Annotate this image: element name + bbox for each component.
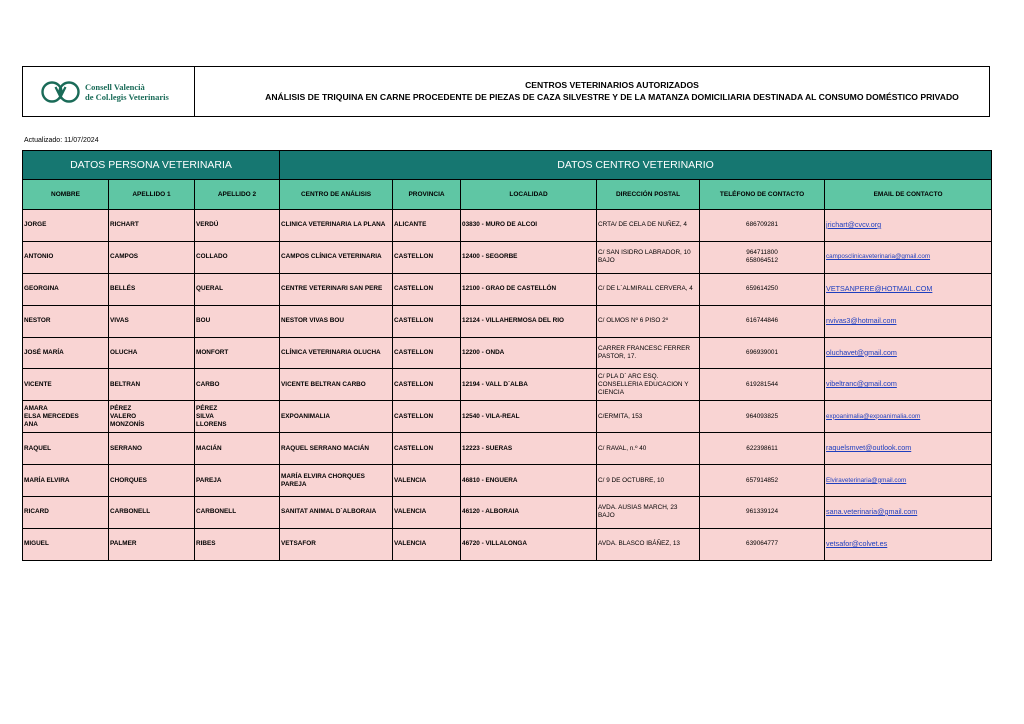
email-link[interactable]: oluchavet@gmail.com (826, 347, 897, 357)
column-header-localidad: LOCALIDAD (461, 180, 597, 210)
cell-nombre: JORGE (23, 210, 109, 242)
logo-line1: Consell Valencià (85, 81, 145, 92)
email-link[interactable]: vibeltranc@gmail.com (826, 379, 897, 389)
column-header-centro: CENTRO DE ANÁLISIS (280, 180, 393, 210)
cell-centro: VICENTE BELTRAN CARBO (280, 369, 393, 401)
column-header-apellido2: APELLIDO 2 (195, 180, 280, 210)
cell-localidad: 03830 - MURO DE ALCOI (461, 210, 597, 242)
cell-apellido2: MACIÁN (195, 433, 280, 465)
table-row (23, 241, 992, 273)
cell-apellido2: RIBES (195, 528, 280, 560)
updated-date: Actualizado: 11/07/2024 (24, 137, 99, 144)
cell-nombre: NESTOR (23, 305, 109, 337)
cell-direccion: AVDA. BLASCO IBÁÑEZ, 13 (597, 528, 700, 560)
cell-email (825, 401, 992, 433)
cell-provincia: ALICANTE (393, 210, 461, 242)
cell-direccion: C/ 9 DE OCTUBRE, 10 (597, 465, 700, 497)
email-link[interactable]: Elviraveterinaria@gmail.com (826, 476, 907, 484)
logo-line2: de Col.legis Veterinaris (85, 91, 169, 102)
table-row (23, 497, 992, 529)
cell-apellido1: BELLÉS (109, 273, 195, 305)
cell-email (825, 337, 992, 369)
cell-nombre: VICENTE (23, 369, 109, 401)
cell-apellido2: COLLADO (195, 241, 280, 273)
cell-apellido1: CARBONELL (109, 497, 195, 529)
cell-centro: RAQUEL SERRANO MACIÁN (280, 433, 393, 465)
cell-apellido1: VIVAS (109, 305, 195, 337)
cell-email (825, 305, 992, 337)
cell-nombre: ANTONIO (23, 241, 109, 273)
cell-nombre: RAQUEL (23, 433, 109, 465)
cell-direccion: C/ RAVAL, n.º 40 (597, 433, 700, 465)
cell-apellido2: QUERAL (195, 273, 280, 305)
email-link[interactable]: raquelsmvet@outlook.com (826, 443, 912, 453)
cell-centro: VETSAFOR (280, 528, 393, 560)
cell-nombre: MIGUEL (23, 528, 109, 560)
table-row (23, 305, 992, 337)
cell-telefono: 964711800 658064512 (700, 241, 825, 273)
cell-email (825, 369, 992, 401)
cell-localidad: 46120 - ALBORAIA (461, 497, 597, 529)
cell-apellido1: CAMPOS (109, 241, 195, 273)
cell-nombre: MARÍA ELVIRA (23, 465, 109, 497)
cell-apellido1: OLUCHA (109, 337, 195, 369)
cell-centro: CLÍNICA VETERINARIA OLUCHA (280, 337, 393, 369)
cell-nombre: RICARD (23, 497, 109, 529)
cell-centro: CENTRE VETERINARI SAN PERE (280, 273, 393, 305)
cell-centro: SANITAT ANIMAL D´ALBORAIA (280, 497, 393, 529)
cell-telefono: 659614250 (700, 273, 825, 305)
cell-telefono: 619281544 (700, 369, 825, 401)
cell-apellido1: CHORQUES (109, 465, 195, 497)
email-link[interactable]: nvivas3@hotmail.com (826, 315, 897, 325)
table-row (23, 433, 992, 465)
title-line1: CENTROS VETERINARIOS AUTORIZADOS (525, 80, 699, 90)
cell-apellido1: SERRANO (109, 433, 195, 465)
email-link[interactable]: vetsafor@colvet.es (826, 538, 888, 548)
cell-apellido1: PÉREZ VALERO MONZONÍS (109, 401, 195, 433)
cell-localidad: 46720 - VILLALONGA (461, 528, 597, 560)
cell-direccion: C/ PLA D´ ARC ESQ. CONSELLERIA EDUCACION Y CIENCIA (597, 369, 700, 401)
cell-apellido2: BOU (195, 305, 280, 337)
cell-nombre: GEORGINA (23, 273, 109, 305)
cell-direccion: C/ DE L´ALMIRALL CERVERA, 4 (597, 273, 700, 305)
cell-provincia: VALENCIA (393, 528, 461, 560)
cell-direccion: C/ OLMOS Nº 6 PISO 2º (597, 305, 700, 337)
cell-email (825, 241, 992, 273)
cell-centro: MARÍA ELVIRA CHORQUES PAREJA (280, 465, 393, 497)
table-row (23, 273, 992, 305)
cell-email (825, 210, 992, 242)
email-link[interactable]: camposclinicaveterinaria@gmail.com (826, 253, 931, 261)
email-link[interactable]: VETSANPERE@HOTMAIL.COM (826, 283, 933, 293)
cell-nombre: AMARA ELSA MERCEDES ANA (23, 401, 109, 433)
cell-direccion: CRTA/ DE CELA DE NUÑEZ, 4 (597, 210, 700, 242)
table-row (23, 401, 992, 433)
table-body (23, 210, 992, 561)
cell-provincia: CASTELLON (393, 401, 461, 433)
cell-email (825, 465, 992, 497)
table-row (23, 465, 992, 497)
column-header-row (23, 180, 992, 210)
cell-localidad: 12100 - GRAO DE CASTELLÓN (461, 273, 597, 305)
column-header-direccion: DIRECCIÓN POSTAL (597, 180, 700, 210)
column-header-apellido1: APELLIDO 1 (109, 180, 195, 210)
logo (23, 67, 195, 116)
cell-centro: CAMPOS CLÍNICA VETERINARIA (280, 241, 393, 273)
cell-apellido2: CARBONELL (195, 497, 280, 529)
table-row (23, 528, 992, 560)
cell-apellido2: PÉREZ SILVA LLORENS (195, 401, 280, 433)
table-row (23, 337, 992, 369)
cell-centro: EXPOANIMALIA (280, 401, 393, 433)
cell-telefono: 961339124 (700, 497, 825, 529)
cell-apellido1: BELTRAN (109, 369, 195, 401)
cell-localidad: 12540 - VILA-REAL (461, 401, 597, 433)
cell-provincia: VALENCIA (393, 465, 461, 497)
vets-table (22, 150, 992, 561)
cell-telefono: 616744846 (700, 305, 825, 337)
cell-localidad: 46810 - ENGUERA (461, 465, 597, 497)
cell-telefono: 964093825 (700, 401, 825, 433)
table-row (23, 210, 992, 242)
cell-email (825, 433, 992, 465)
cell-telefono: 696939001 (700, 337, 825, 369)
table-row (23, 369, 992, 401)
cell-direccion: C/ERMITA, 153 (597, 401, 700, 433)
email-link[interactable]: sana.veterinaria@gmail.com (826, 506, 918, 516)
cell-email (825, 273, 992, 305)
cell-provincia: CASTELLON (393, 241, 461, 273)
cell-localidad: 12194 - VALL D´ALBA (461, 369, 597, 401)
title-line2: ANÁLISIS DE TRIQUINA EN CARNE PROCEDENTE DE PIEZAS DE CAZA SILVESTRE Y DE LA MATANZA DOMICILIARIA DESTINADA AL CONSUMO DOMÉSTICO PRIVADO (265, 91, 959, 102)
cell-provincia: VALENCIA (393, 497, 461, 529)
cell-provincia: CASTELLON (393, 433, 461, 465)
cell-telefono: 622398611 (700, 433, 825, 465)
cell-apellido1: PALMER (109, 528, 195, 560)
cell-direccion: C/ SAN ISIDRO LABRADOR, 10 BAJO (597, 241, 700, 273)
cell-apellido2: VERDÚ (195, 210, 280, 242)
cell-direccion: CARRER FRANCESC FERRER PASTOR, 17. (597, 337, 700, 369)
cell-centro: NESTOR VIVAS BOU (280, 305, 393, 337)
cell-localidad: 12223 - SUERAS (461, 433, 597, 465)
cell-telefono: 657914852 (700, 465, 825, 497)
column-header-provincia: PROVINCIA (393, 180, 461, 210)
cell-apellido1: RICHART (109, 210, 195, 242)
document-header (22, 66, 990, 117)
cell-provincia: CASTELLON (393, 369, 461, 401)
cell-provincia: CASTELLON (393, 337, 461, 369)
email-link[interactable]: jrichart@cvcv.org (826, 219, 882, 229)
cell-provincia: CASTELLON (393, 305, 461, 337)
cell-centro: CLINICA VETERINARIA LA PLANA (280, 210, 393, 242)
cell-provincia: CASTELLON (393, 273, 461, 305)
cvcv-logo-icon (41, 79, 81, 105)
cell-nombre: JOSÉ MARÍA (23, 337, 109, 369)
cell-email (825, 528, 992, 560)
cell-direccion: AVDA. AUSIAS MARCH, 23 BAJO (597, 497, 700, 529)
cell-localidad: 12200 - ONDA (461, 337, 597, 369)
email-link[interactable]: expoanimalia@expoanimalia.com (826, 412, 921, 420)
cell-apellido2: MONFORT (195, 337, 280, 369)
column-header-nombre: NOMBRE (23, 180, 109, 210)
group-header-persona: DATOS PERSONA VETERINARIA (23, 151, 280, 180)
column-header-email: EMAIL DE CONTACTO (825, 180, 992, 210)
cell-localidad: 12124 - VILLAHERMOSA DEL RIO (461, 305, 597, 337)
cell-email (825, 497, 992, 529)
cell-telefono: 639064777 (700, 528, 825, 560)
cell-apellido2: PAREJA (195, 465, 280, 497)
column-header-telefono: TELÉFONO DE CONTACTO (700, 180, 825, 210)
cell-localidad: 12400 - SEGORBE (461, 241, 597, 273)
cell-apellido2: CARBO (195, 369, 280, 401)
cell-telefono: 686709281 (700, 210, 825, 242)
group-header-centro: DATOS CENTRO VETERINARIO (280, 151, 992, 180)
